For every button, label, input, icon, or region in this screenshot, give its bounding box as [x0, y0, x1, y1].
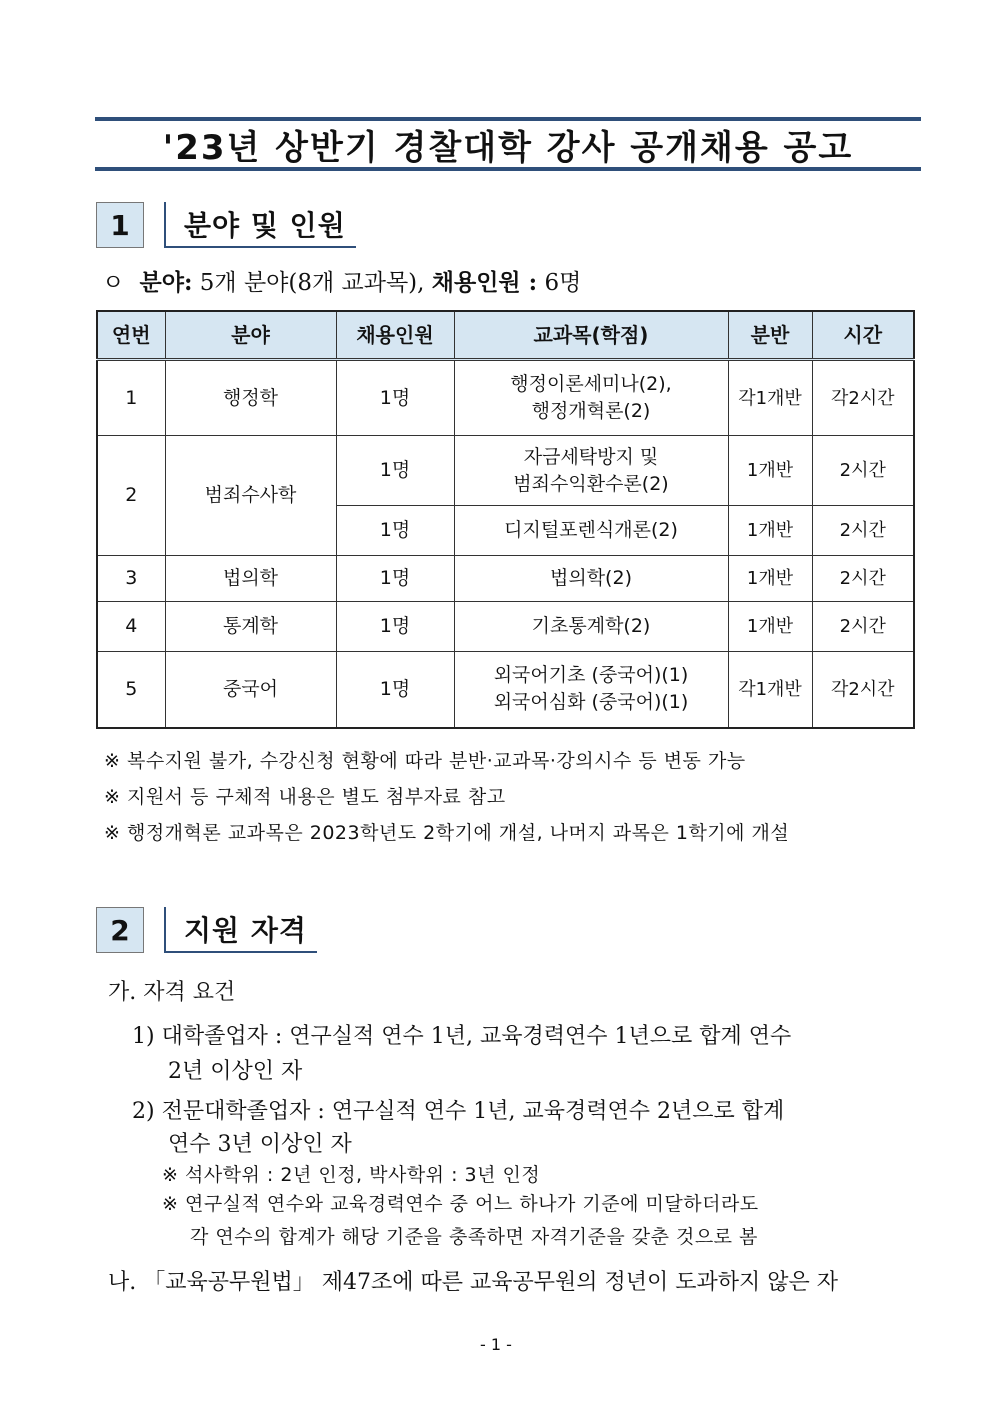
count-label: 채용인원 :	[431, 269, 538, 296]
subject-line: 행정이론세미나(2),	[510, 373, 672, 395]
note-3: ※ 행정개혁론 교과목은 2023학년도 2학기에 개설, 나머지 과목은 1학기에 개설	[104, 822, 790, 844]
requirement-na: 나. 「교육공무원법」 제47조에 따른 교육공무원의 정년이 도과하지 않은 자	[108, 1270, 838, 1295]
note-2: ※ 지원서 등 구체적 내용은 별도 첨부자료 참고	[104, 786, 506, 808]
cell-class: 1개반	[728, 602, 812, 652]
header-field: 분야	[165, 311, 336, 360]
table-row	[97, 602, 914, 652]
cell-subject: 기초통계학(2)	[454, 602, 728, 652]
requirement-item2-line1: 2) 전문대학졸업자 : 연구실적 연수 1년, 교육경력연수 2년으로 합계	[132, 1099, 785, 1124]
cell-count: 1명	[336, 360, 454, 436]
header-count: 채용인원	[336, 311, 454, 360]
cell-time: 2시간	[812, 506, 914, 556]
cell-class: 1개반	[728, 506, 812, 556]
cell-time: 각2시간	[812, 652, 914, 728]
cell-subject	[454, 436, 728, 506]
cell-class: 1개반	[728, 436, 812, 506]
cell-time: 2시간	[812, 436, 914, 506]
table-row	[97, 652, 914, 728]
summary-line	[102, 264, 581, 297]
page-number: - 1 -	[480, 1335, 512, 1354]
section-1-title: 분야 및 인원	[164, 202, 356, 248]
field-value: 5개 분야(8개 교과목),	[192, 270, 432, 296]
requirement-ga: 가. 자격 요건	[108, 980, 236, 1005]
cell-subject	[454, 652, 728, 728]
degree-note: ※ 석사학위 : 2년 인정, 박사학위 : 3년 인정	[162, 1164, 541, 1186]
cell-class: 1개반	[728, 556, 812, 602]
document-title	[95, 117, 921, 171]
section-1-header	[96, 200, 356, 250]
header-class: 분반	[728, 311, 812, 360]
cell-time: 2시간	[812, 556, 914, 602]
requirement-item1-line2: 2년 이상인 자	[168, 1059, 303, 1084]
field-label: 분야:	[139, 269, 193, 296]
subject-line: 범죄수익환수론(2)	[513, 472, 669, 495]
cell-no: 3	[97, 556, 165, 602]
cell-count: 1명	[336, 602, 454, 652]
cell-field: 범죄수사학	[165, 436, 336, 556]
cell-field: 행정학	[165, 360, 336, 436]
subject-line: 자금세탁방지 및	[523, 445, 659, 468]
header-no: 연번	[97, 311, 165, 360]
recruitment-table	[96, 310, 915, 729]
cell-field: 통계학	[165, 602, 336, 652]
count-value: 6명	[537, 270, 582, 296]
note-1: ※ 복수지원 불가, 수강신청 현황에 따라 분반·교과목·강의시수 등 변동 가능	[104, 750, 746, 772]
requirement-note-line1: ※ 연구실적 연수와 교육경력연수 중 어느 하나가 기준에 미달하더라도	[162, 1193, 759, 1215]
requirement-item1-line1: 1) 대학졸업자 : 연구실적 연수 1년, 교육경력연수 1년으로 합계 연수	[132, 1024, 792, 1049]
subject-line: 행정개혁론(2)	[531, 400, 651, 422]
section-2-title: 지원 자격	[164, 907, 317, 953]
cell-subject: 법의학(2)	[454, 556, 728, 602]
cell-no: 4	[97, 602, 165, 652]
summary-bullet: ㅇ	[102, 270, 125, 296]
section-2-number: 2	[96, 907, 144, 953]
cell-no: 5	[97, 652, 165, 728]
cell-no: 1	[97, 360, 165, 436]
cell-count: 1명	[336, 436, 454, 506]
subject-line: 외국어기초 (중국어)(1)	[493, 664, 689, 687]
cell-count: 1명	[336, 652, 454, 728]
requirement-item2-line2: 연수 3년 이상인 자	[168, 1132, 352, 1157]
title-text: '23년 상반기 경찰대학 강사 공개채용 공고	[162, 127, 854, 168]
section-1-number: 1	[96, 202, 144, 248]
cell-class: 각1개반	[728, 360, 812, 436]
cell-count: 1명	[336, 556, 454, 602]
subject-line: 외국어심화 (중국어)(1)	[493, 691, 689, 714]
cell-time: 각2시간	[812, 360, 914, 436]
table-row	[97, 556, 914, 602]
table-header-row	[97, 311, 914, 360]
table-row	[97, 436, 914, 506]
cell-no: 2	[97, 436, 165, 556]
cell-count: 1명	[336, 506, 454, 556]
cell-subject: 디지털포렌식개론(2)	[454, 506, 728, 556]
cell-field: 법의학	[165, 556, 336, 602]
requirement-note-line2: 각 연수의 합계가 해당 기준을 충족하면 자격기준을 갖춘 것으로 봄	[190, 1226, 758, 1248]
header-subject: 교과목(학점)	[454, 311, 728, 360]
cell-time: 2시간	[812, 602, 914, 652]
header-time: 시간	[812, 311, 914, 360]
cell-class: 각1개반	[728, 652, 812, 728]
cell-field: 중국어	[165, 652, 336, 728]
section-2-header	[96, 905, 317, 955]
cell-subject	[454, 360, 728, 436]
table-row	[97, 360, 914, 436]
